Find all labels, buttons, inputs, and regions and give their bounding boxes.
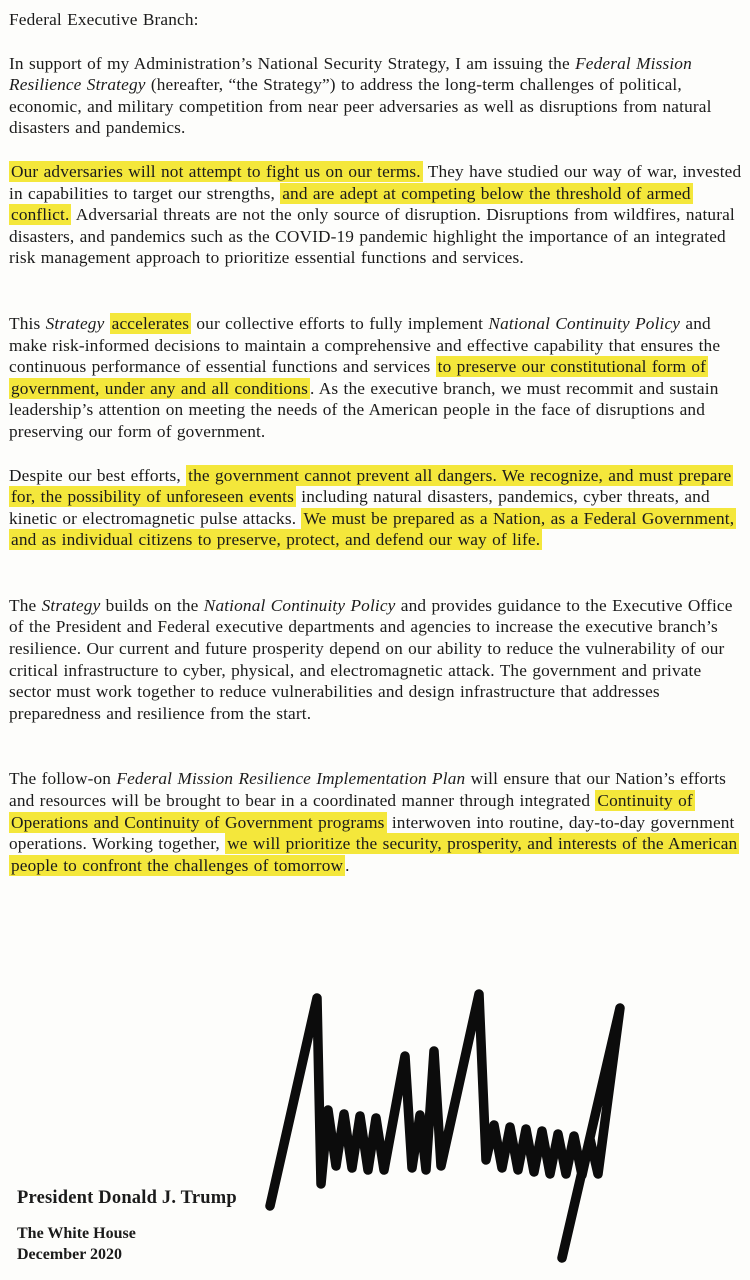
text-segment: . As the executive branch, we must recommit and sustain leadership’s attention on meeting the needs of the American people in the face of disruptions and preserving our form of government. bbox=[9, 378, 719, 441]
text-segment: including natural disasters, pandemics, cyber threats, and kinetic or electromagnetic pulse attacks. bbox=[9, 487, 710, 528]
text-segment: Despite our best efforts, bbox=[9, 465, 187, 485]
date: December 2020 bbox=[17, 1245, 122, 1263]
text-segment: will ensure that our Nation’s efforts and resources will be brought to bear in a coordinated manner through integrated bbox=[9, 769, 727, 811]
highlighted-text: accelerates bbox=[111, 313, 190, 333]
text-segment: Adversarial threats are not the only source of disruption. Disruptions from wildfires, natural disasters, and pandemics such as the COVID-19 pandemic highlight the importance of an integrated risk management approach to prioritize essential functions and services. bbox=[9, 205, 735, 268]
text-segment: interwoven into routine, day-to-day government operations. Working together, bbox=[9, 812, 735, 854]
text-segment: our collective efforts to fully implement bbox=[191, 313, 489, 333]
italic-text: Federal Mission Resilience Implementation Plan bbox=[116, 769, 466, 789]
highlighted-text: Our adversaries will not attempt to fight us on our terms. bbox=[11, 161, 421, 181]
text-segment bbox=[104, 314, 109, 333]
italic-text: Federal Mission Resilience Strategy bbox=[9, 53, 692, 95]
paragraph bbox=[9, 53, 742, 139]
signature bbox=[262, 988, 644, 1263]
signer-name: President Donald J. Trump bbox=[17, 1188, 237, 1208]
paragraph bbox=[9, 595, 742, 725]
paragraph bbox=[9, 313, 742, 443]
highlighted-text: we will prioritize the security, prosperity, and interests of the American people to confront the challenges of tomorrow bbox=[11, 834, 738, 875]
text-segment: and provides guidance to the Executive Office of the President and Federal executive departments and agencies to increase the executive branch’s resilience. Our current and future prosperity depend on our ability to reduce the vulnerability of our critical infrastructure to cyber, physical, and electromagnetic attack. The government and private sector must work together to reduce vulnerabilities and design infrastructure that addresses preparedness and resilience from the start. bbox=[9, 595, 733, 723]
italic-text: Strategy bbox=[45, 313, 105, 333]
highlighted-text: and are adept at competing below the threshold of armed conflict. bbox=[11, 183, 691, 225]
letter-body bbox=[9, 9, 742, 876]
text-segment: This bbox=[9, 313, 46, 333]
salutation: Federal Executive Branch: bbox=[9, 10, 199, 29]
text-segment: The bbox=[9, 595, 42, 615]
paragraph bbox=[9, 161, 742, 269]
signature-block bbox=[0, 960, 750, 1280]
text-segment: (hereafter, “the Strategy”) to address the long-term challenges of political, economic, and military competition from near peer adversaries as well as disruptions from natural disasters and pandemics. bbox=[9, 75, 712, 138]
text-segment: The follow-on bbox=[9, 769, 117, 789]
origin-and-date bbox=[17, 1224, 136, 1265]
text-segment: builds on the bbox=[100, 595, 204, 615]
italic-text: Strategy bbox=[41, 595, 101, 615]
highlighted-text: to preserve our constitutional form of government, under any and all conditions bbox=[11, 357, 707, 398]
text-segment: . bbox=[345, 855, 350, 875]
highlighted-text: Continuity of Operations and Continuity of Government programs bbox=[11, 791, 693, 832]
organization: The White House bbox=[17, 1225, 136, 1242]
paragraph bbox=[9, 465, 742, 551]
text-segment: and make risk-informed decisions to maintain a comprehensive and effective capability that ensures the continuous performance of essential functions and services bbox=[9, 313, 721, 377]
highlighted-text: We must be prepared as a Nation, as a Federal Government, and as individual citizens to preserve, protect, and defend our way of life. bbox=[11, 508, 735, 550]
text-segment: They have studied our way of war, invested in capabilities to target our strengths, bbox=[9, 161, 742, 203]
italic-text: National Continuity Policy bbox=[488, 313, 681, 333]
italic-text: National Continuity Policy bbox=[203, 595, 396, 615]
paragraph bbox=[9, 768, 742, 876]
highlighted-text: the government cannot prevent all dangers. We recognize, and must prepare for, the possibility of unforeseen events bbox=[11, 465, 732, 507]
text-segment: In support of my Administration’s National Security Strategy, I am issuing the bbox=[9, 53, 576, 73]
